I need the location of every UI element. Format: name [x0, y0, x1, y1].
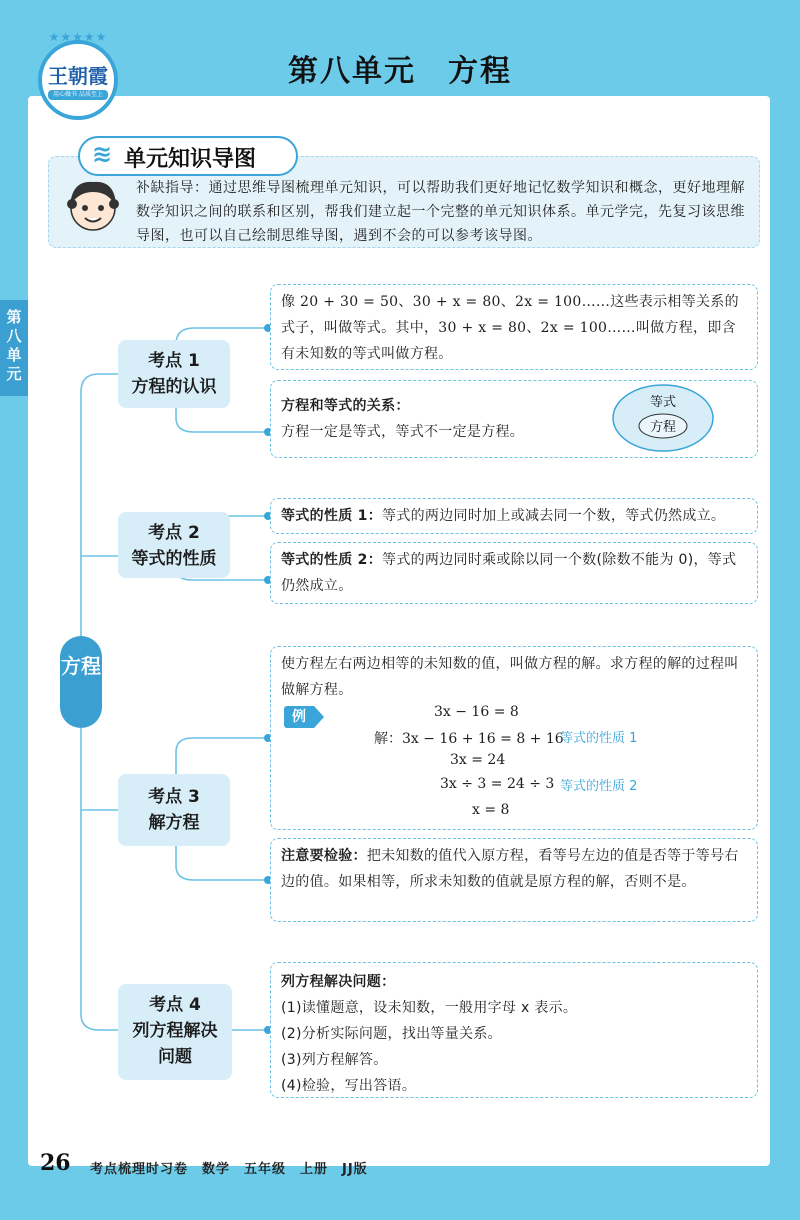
step-note: 等式的性质 2: [560, 779, 638, 794]
list-item: (4)检验，写出答语。: [281, 1078, 417, 1094]
equation-definition-text: 像 20 + 30 = 50、30 + x = 80、2x = 100……这些表示相等关系的式子，叫做等式。其中，30 + x = 80、2x = 100……叫做方程，即含有未知数的等式叫做方程。: [281, 294, 739, 362]
side-tab-char: 单: [6, 346, 22, 364]
topic-3-node: [118, 774, 230, 846]
relation-heading: 方程和等式的关系：: [281, 398, 410, 414]
guide-text: 补缺指导：通过思维导图梳理单元知识，可以帮助我们更好地记忆数学知识和概念，更好地理解数学知识之间的联系和区别，帮我们建立起一个完整的单元知识体系。单元学完，先复习该思维导图，也可以自己绘制思维导图，遇到不会的可以参考该导图。: [136, 180, 745, 244]
footer-text: 考点梳理时习卷 数学 五年级 上册 JJ版: [90, 1162, 368, 1177]
topic-4-card-steps: [270, 962, 758, 1098]
venn-inner-label: 方程: [649, 420, 677, 435]
page-footer: [40, 1150, 740, 1180]
list-item: (3)列方程解答。: [281, 1052, 388, 1068]
list-item: (2)分析实际问题，找出等量关系。: [281, 1026, 502, 1042]
topic-2-card-property-2: [270, 542, 758, 604]
topic-4-node: [118, 984, 232, 1080]
equation-step: 3x − 16 = 8: [434, 704, 519, 720]
topic-4-title-cont: 问题: [158, 1047, 192, 1067]
topic-2-title: 等式的性质: [131, 549, 217, 569]
equation-step: 3x ÷ 3 = 24 ÷ 3: [440, 776, 555, 792]
star-icon: ★★★★★: [48, 30, 108, 44]
solution-definition-text: 使方程左右两边相等的未知数的值，叫做方程的解。求方程的解的过程叫做解方程。: [281, 656, 739, 698]
topic-4-number: 考点 4: [149, 995, 201, 1015]
topic-2-number: 考点 2: [148, 523, 200, 543]
side-tab-char: 第: [6, 308, 22, 326]
equation-step: x = 8: [472, 802, 510, 818]
example-tag: 例: [284, 706, 314, 728]
topic-3-number: 考点 3: [148, 787, 200, 807]
topic-3-title: 解方程: [148, 813, 200, 833]
topic-1-node: [118, 340, 230, 408]
venn-diagram: [610, 382, 716, 454]
page-number: 26: [40, 1150, 71, 1176]
side-tab-char: 元: [6, 365, 22, 383]
property-2-text: 等式的两边同时乘或除以同一个数(除数不能为 0)，等式仍然成立。: [281, 552, 737, 594]
topic-4-title: 列方程解决: [132, 1021, 218, 1041]
page-title: 第八单元 方程: [288, 54, 512, 89]
step-note: 等式的性质 1: [560, 731, 638, 746]
equation-step: 3x = 24: [450, 752, 506, 768]
topic-1-title: 方程的认识: [131, 377, 217, 397]
topic-1-number: 考点 1: [148, 351, 200, 371]
check-text: 把未知数的值代入原方程，看等号左边的值是否等于等号右边的值。如果相等，所求未知数的值就是原方程的解，否则不是。: [281, 848, 739, 890]
venn-outer-label: 等式: [649, 395, 677, 410]
section-title: 单元知识导图: [124, 147, 257, 172]
topic-2-card-property-1: [270, 498, 758, 534]
property-1-heading: 等式的性质 1：: [281, 508, 383, 524]
side-tab-char: 八: [6, 327, 22, 345]
topic-3-card-check: [270, 838, 758, 922]
word-problem-heading: 列方程解决问题：: [281, 974, 396, 990]
topic-2-node: [118, 512, 230, 578]
logo-name: 王朝霞: [48, 64, 108, 88]
list-item: (1)读懂题意，设未知数，一般用字母 x 表示。: [281, 1000, 578, 1016]
property-2-heading: 等式的性质 2：: [281, 552, 383, 568]
property-1-text: 等式的两边同时加上或减去同一个数，等式仍然成立。: [382, 508, 726, 524]
wave-icon: ≋: [92, 140, 113, 168]
equation-step: 解：3x − 16 + 16 = 8 + 16: [374, 731, 564, 747]
topic-1-card-definition: [270, 284, 758, 370]
mindmap-root: 方程: [60, 636, 102, 728]
relation-text: 方程一定是等式，等式不一定是方程。: [281, 424, 525, 440]
logo-slogan: 用心做书 品质至上: [48, 90, 108, 100]
check-heading: 注意要检验：: [281, 848, 367, 864]
